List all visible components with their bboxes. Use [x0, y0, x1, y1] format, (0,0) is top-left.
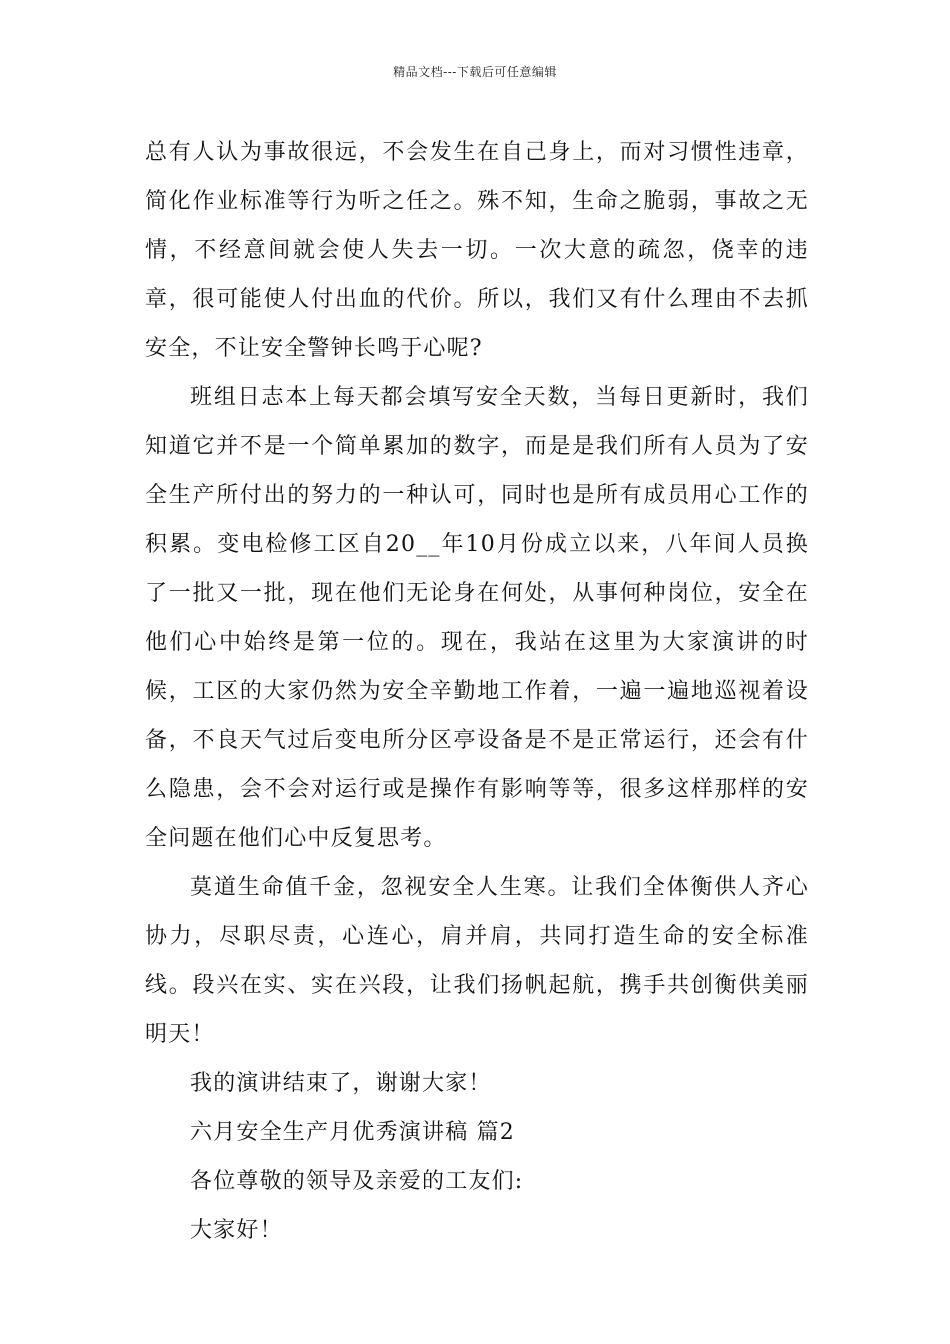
paragraph-accident-awareness: 总有人认为事故很远，不会发生在自己身上，而对习惯性违章，简化作业标准等行为听之任之。殊不知，生命之脆弱，事故之无情，不经意间就会使人失去一切。一次大意的疏忽，侥幸的违章，很可能使人付出血的代价。所以，我们又有什么理由不去抓安全，不让安全警钟长鸣于心呢? — [145, 140, 809, 361]
section-title: 六月安全生产月优秀演讲稿 篇2 — [190, 1120, 515, 1145]
paragraph-closing: 我的演讲结束了，谢谢大家！ — [190, 1071, 492, 1096]
page-header: 精品文档---下载后可任意编辑 — [393, 65, 557, 79]
document-body — [145, 128, 809, 1255]
greeting: 大家好！ — [190, 1218, 283, 1243]
salutation: 各位尊敬的领导及亲爱的工友们: — [190, 1169, 524, 1194]
paragraph-team-log: 班组日志本上每天都会填写安全天数，当每日更新时，我们知道它并不是一个简单累加的数字，而是是我们所有人员为了安全生产所付出的努力的一种认可，同时也是所有成员用心工作的积累。变电检修工区自20__年10月份成立以来，八年间人员换了一批又一批，现在他们无论身在何处，从事何种岗位，安全在他们心中始终是第一位的。现在，我站在这里为大家演讲的时候，工区的大家仍然为安全辛勤地工作着，一遍一遍地巡视着设备，不良天气过后变电所分区亭设备是不是正常运行，还会有什么隐患，会不会对运行或是操作有影响等等，很多这样那样的安全问题在他们心中反复思考。 — [145, 385, 809, 851]
paragraph-call-to-action: 莫道生命值千金，忽视安全人生寒。让我们全体衡供人齐心协力，尽职尽责，心连心，肩并肩，共同打造生命的安全标准线。段兴在实、实在兴段，让我们扬帆起航，携手共创衡供美丽明天！ — [145, 875, 809, 1047]
